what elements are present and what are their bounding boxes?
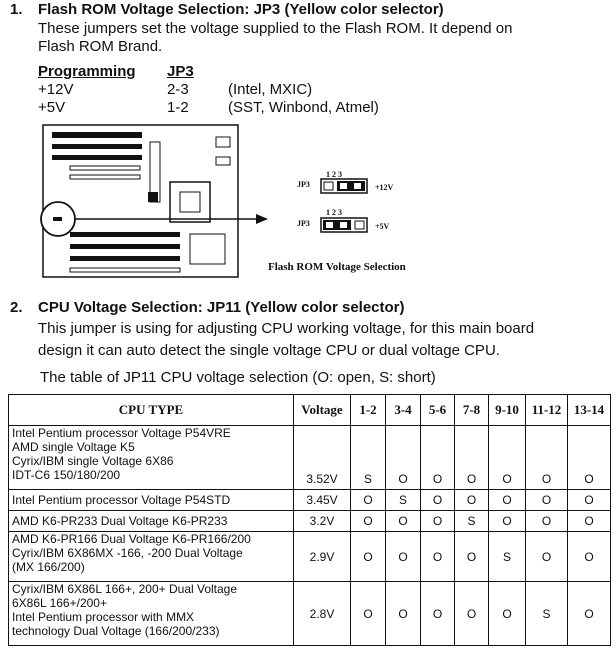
pin-cell: O	[455, 426, 489, 490]
pin-cell: O	[421, 426, 455, 490]
pin-cell: O	[568, 582, 611, 646]
pin-cell: O	[386, 426, 421, 490]
header-voltage: Voltage	[294, 395, 351, 426]
jp3-5v-label: JP3	[297, 219, 310, 228]
cpu-type-line: AMD K6-PR233 Dual Voltage K6-PR233	[12, 514, 228, 528]
cpu-type-line: Cyrix/IBM 6X86MX -166, -200 Dual Voltage	[12, 546, 243, 560]
section2-number: 2.	[10, 299, 23, 316]
cpu-type-line: (MX 166/200)	[12, 560, 85, 574]
jp3-row1-setting: 2-3	[167, 81, 189, 98]
section2-desc-line1: This jumper is using for adjusting CPU working voltage, for this main board	[38, 320, 535, 337]
cpu-type-cell	[9, 511, 294, 532]
cpu-type-line: Intel Pentium processor Voltage P54VRE	[12, 426, 231, 440]
pin-cell: O	[386, 511, 421, 532]
table-row	[9, 582, 611, 646]
voltage-cell: 3.45V	[294, 490, 351, 511]
cpu-type-line: IDT-C6 150/180/200	[12, 468, 121, 482]
header-pin-1-2: 1-2	[351, 395, 386, 426]
table-row	[9, 532, 611, 582]
pin-cell: S	[455, 511, 489, 532]
pin-cell: S	[526, 582, 568, 646]
jp3-12v-label: JP3	[297, 180, 310, 189]
cpu-type-line: AMD single Voltage K5	[12, 440, 135, 454]
section1-number: 1.	[10, 1, 23, 18]
cpu-type-line: Cyrix/IBM 6X86L 166+, 200+ Dual Voltage	[12, 582, 238, 596]
pin-cell: O	[526, 426, 568, 490]
pin-cell: S	[351, 426, 386, 490]
pin-cell: O	[568, 490, 611, 511]
jp3-row2-brands: (SST, Winbond, Atmel)	[228, 99, 379, 116]
section1-desc-line1: These jumpers set the voltage supplied to the Flash ROM. It depend on	[38, 20, 513, 37]
cpu-type-cell	[9, 490, 294, 511]
pin-cell: O	[489, 582, 526, 646]
header-pin-3-4: 3-4	[386, 395, 421, 426]
pin-cell: O	[421, 582, 455, 646]
section2-desc-line2: design it can auto detect the single voltage CPU or dual voltage CPU.	[38, 342, 500, 359]
table-row	[9, 511, 611, 532]
pin-cell: O	[455, 490, 489, 511]
pin-cell: O	[526, 490, 568, 511]
header-cpu-type: CPU TYPE	[9, 395, 294, 426]
jp3-5v-jumper	[320, 217, 370, 233]
table-row	[9, 426, 611, 490]
cpu-type-line: technology Dual Voltage (166/200/233)	[12, 624, 220, 638]
cpu-type-cell	[9, 426, 294, 490]
section2-title: CPU Voltage Selection: JP11 (Yellow color selector)	[38, 299, 405, 316]
section1-title: Flash ROM Voltage Selection: JP3 (Yellow color selector)	[38, 1, 444, 18]
pin-cell: O	[489, 490, 526, 511]
jp3-header: JP3	[167, 63, 194, 80]
voltage-cell: 3.2V	[294, 511, 351, 532]
pin-cell: O	[489, 426, 526, 490]
pin-cell: O	[568, 426, 611, 490]
cpu-type-line: AMD K6-PR166 Dual Voltage K6-PR166/200	[12, 532, 251, 546]
cpu-type-line: Intel Pentium processor Voltage P54STD	[12, 493, 231, 507]
jp3-12v-jumper	[320, 178, 370, 194]
pin-cell: O	[421, 511, 455, 532]
cpu-type-cell	[9, 532, 294, 582]
pin-cell: O	[526, 532, 568, 582]
jp3-5v-pin-numbers: 1 2 3	[326, 208, 342, 217]
table-row	[9, 490, 611, 511]
table-intro: The table of JP11 CPU voltage selection (O: open, S: short)	[40, 369, 436, 386]
pin-cell: O	[351, 582, 386, 646]
cpu-type-line: Cyrix/IBM single Voltage 6X86	[12, 454, 174, 468]
pin-cell: S	[386, 490, 421, 511]
header-pin-13-14: 13-14	[568, 395, 611, 426]
pin-cell: O	[386, 582, 421, 646]
jp3-row2-voltage: +5V	[38, 99, 66, 116]
voltage-cell: 2.8V	[294, 582, 351, 646]
pin-cell: O	[489, 511, 526, 532]
cpu-type-cell	[9, 582, 294, 646]
section1-desc-line2: Flash ROM Brand.	[38, 38, 163, 55]
pin-cell: O	[526, 511, 568, 532]
pin-cell: O	[351, 532, 386, 582]
jp3-12v-pin-numbers: 1 2 3	[326, 170, 342, 179]
header-pin-9-10: 9-10	[489, 395, 526, 426]
jp3-row2-setting: 1-2	[167, 99, 189, 116]
cpu-type-line: Intel Pentium processor with MMX	[12, 610, 195, 624]
programming-header: Programming	[38, 63, 136, 80]
voltage-cell: 3.52V	[294, 426, 351, 490]
pin-cell: O	[455, 582, 489, 646]
diagram-caption: Flash ROM Voltage Selection	[268, 261, 406, 273]
pin-cell: O	[421, 532, 455, 582]
jp3-row1-brands: (Intel, MXIC)	[228, 81, 313, 98]
cpu-voltage-table	[8, 394, 611, 646]
pin-cell: O	[455, 532, 489, 582]
header-pin-7-8: 7-8	[455, 395, 489, 426]
table-header-row	[9, 395, 611, 426]
pin-cell: O	[351, 511, 386, 532]
jp3-12v-text: +12V	[375, 183, 394, 192]
voltage-cell: 2.9V	[294, 532, 351, 582]
pin-cell: S	[489, 532, 526, 582]
pin-cell: O	[568, 511, 611, 532]
jp3-row1-voltage: +12V	[38, 81, 74, 98]
cpu-type-line: 6X86L 166+/200+	[12, 596, 107, 610]
pin-cell: O	[351, 490, 386, 511]
pin-cell: O	[421, 490, 455, 511]
jp3-5v-text: +5V	[375, 222, 390, 231]
pin-cell: O	[386, 532, 421, 582]
header-pin-5-6: 5-6	[421, 395, 455, 426]
pin-cell: O	[568, 532, 611, 582]
header-pin-11-12: 11-12	[526, 395, 568, 426]
motherboard-diagram	[30, 122, 270, 282]
